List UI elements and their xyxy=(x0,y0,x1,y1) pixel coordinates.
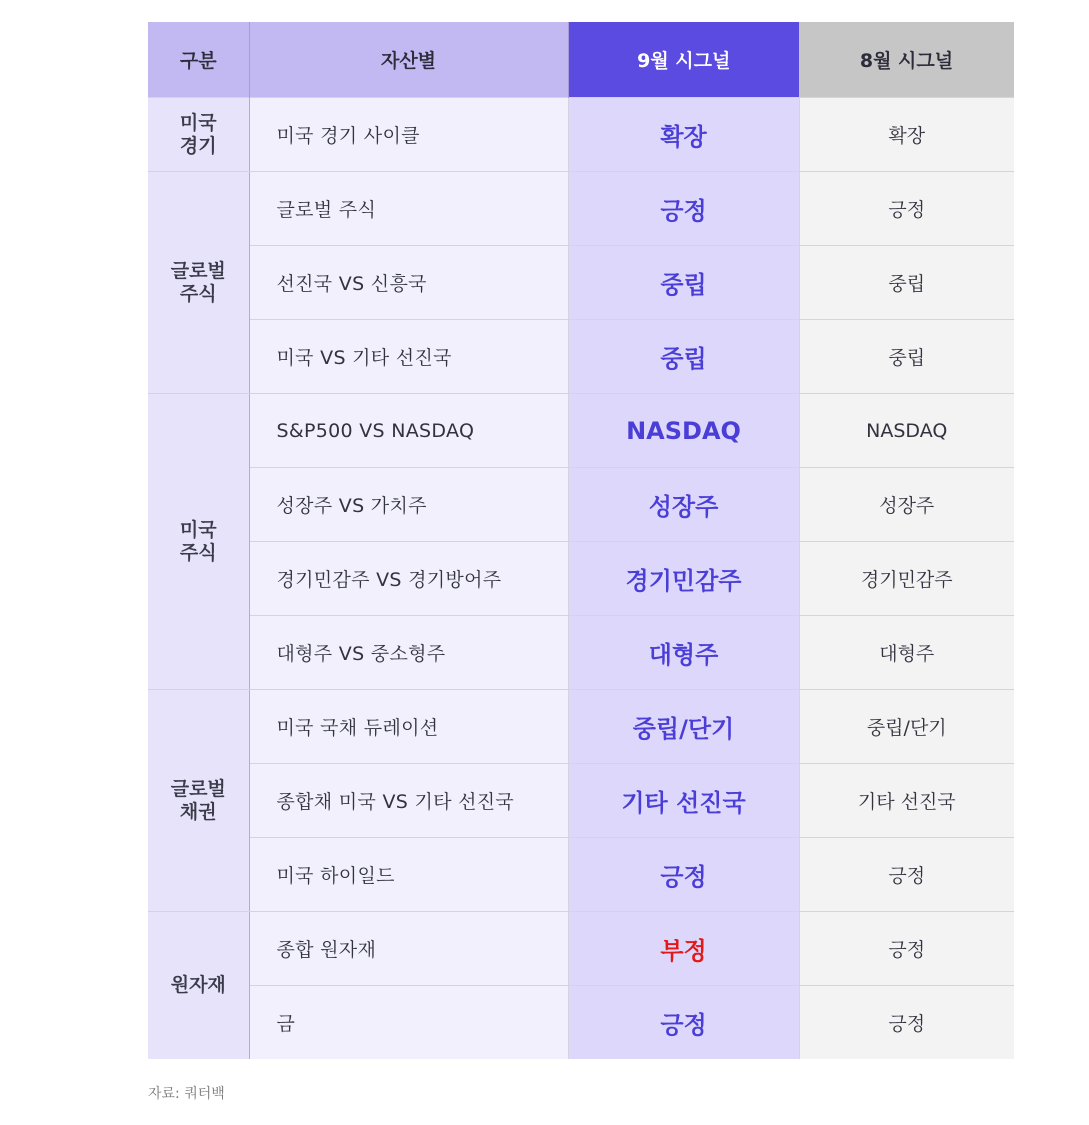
category-label: 글로벌 xyxy=(170,259,226,282)
category-label: 주식 xyxy=(179,541,217,564)
september-signal-cell: 성장주 xyxy=(568,468,799,542)
header-category: 구분 xyxy=(148,22,249,98)
category-label: 글로벌 xyxy=(170,777,226,800)
category-cell xyxy=(148,394,249,690)
table-row xyxy=(148,98,1014,172)
table-row xyxy=(148,986,1014,1060)
september-signal-cell: 중립 xyxy=(568,246,799,320)
asset-cell: 종합채 미국 VS 기타 선진국 xyxy=(249,764,568,838)
august-signal-cell: 중립 xyxy=(799,320,1014,394)
category-label: 원자재 xyxy=(170,974,226,996)
header-row xyxy=(148,22,1014,98)
table-row xyxy=(148,616,1014,690)
september-signal-cell: 부정 xyxy=(568,912,799,986)
table-row xyxy=(148,838,1014,912)
category-label: 주식 xyxy=(179,282,217,305)
asset-cell: 금 xyxy=(249,986,568,1060)
table-row xyxy=(148,394,1014,468)
asset-cell: 미국 국채 듀레이션 xyxy=(249,690,568,764)
category-label: 미국 xyxy=(179,111,217,134)
august-signal-cell: 경기민감주 xyxy=(799,542,1014,616)
september-signal-cell: 대형주 xyxy=(568,616,799,690)
asset-cell: 글로벌 주식 xyxy=(249,172,568,246)
header-asset: 자산별 xyxy=(249,22,568,98)
august-signal-cell: 긍정 xyxy=(799,912,1014,986)
august-signal-cell: 기타 선진국 xyxy=(799,764,1014,838)
august-signal-cell: 확장 xyxy=(799,98,1014,172)
august-signal-cell: 긍정 xyxy=(799,838,1014,912)
august-signal-cell: 긍정 xyxy=(799,986,1014,1060)
september-signal-cell: 경기민감주 xyxy=(568,542,799,616)
august-signal-cell: 성장주 xyxy=(799,468,1014,542)
category-label: 채권 xyxy=(179,800,217,823)
september-signal-cell: 중립 xyxy=(568,320,799,394)
august-signal-cell: NASDAQ xyxy=(799,394,1014,468)
table-row xyxy=(148,468,1014,542)
table-row xyxy=(148,912,1014,986)
september-signal-cell: 긍정 xyxy=(568,986,799,1060)
asset-cell: 대형주 VS 중소형주 xyxy=(249,616,568,690)
category-cell xyxy=(148,912,249,1060)
signal-table xyxy=(148,22,1014,1059)
header-august-signal: 8월 시그널 xyxy=(799,22,1014,98)
asset-cell: 경기민감주 VS 경기방어주 xyxy=(249,542,568,616)
september-signal-cell: 긍정 xyxy=(568,172,799,246)
table-body xyxy=(148,98,1014,1060)
source-note: 자료: 쿼터백 xyxy=(148,1086,225,1102)
asset-cell: 성장주 VS 가치주 xyxy=(249,468,568,542)
august-signal-cell: 대형주 xyxy=(799,616,1014,690)
august-signal-cell: 중립 xyxy=(799,246,1014,320)
september-signal-cell: 기타 선진국 xyxy=(568,764,799,838)
category-cell xyxy=(148,690,249,912)
august-signal-cell: 긍정 xyxy=(799,172,1014,246)
september-signal-cell: 중립/단기 xyxy=(568,690,799,764)
table-row xyxy=(148,542,1014,616)
september-signal-cell: NASDAQ xyxy=(568,394,799,468)
asset-cell: 미국 하이일드 xyxy=(249,838,568,912)
table-row xyxy=(148,320,1014,394)
header-september-signal: 9월 시그널 xyxy=(568,22,799,98)
category-label: 미국 xyxy=(179,518,217,541)
asset-cell: 선진국 VS 신흥국 xyxy=(249,246,568,320)
table-row xyxy=(148,764,1014,838)
table-row xyxy=(148,172,1014,246)
asset-cell: S&P500 VS NASDAQ xyxy=(249,394,568,468)
september-signal-cell: 긍정 xyxy=(568,838,799,912)
category-label: 경기 xyxy=(179,134,217,157)
august-signal-cell: 중립/단기 xyxy=(799,690,1014,764)
table-row xyxy=(148,690,1014,764)
asset-cell: 미국 VS 기타 선진국 xyxy=(249,320,568,394)
category-cell xyxy=(148,172,249,394)
category-cell xyxy=(148,98,249,172)
table-row xyxy=(148,246,1014,320)
asset-cell: 종합 원자재 xyxy=(249,912,568,986)
september-signal-cell: 확장 xyxy=(568,98,799,172)
asset-cell: 미국 경기 사이클 xyxy=(249,98,568,172)
